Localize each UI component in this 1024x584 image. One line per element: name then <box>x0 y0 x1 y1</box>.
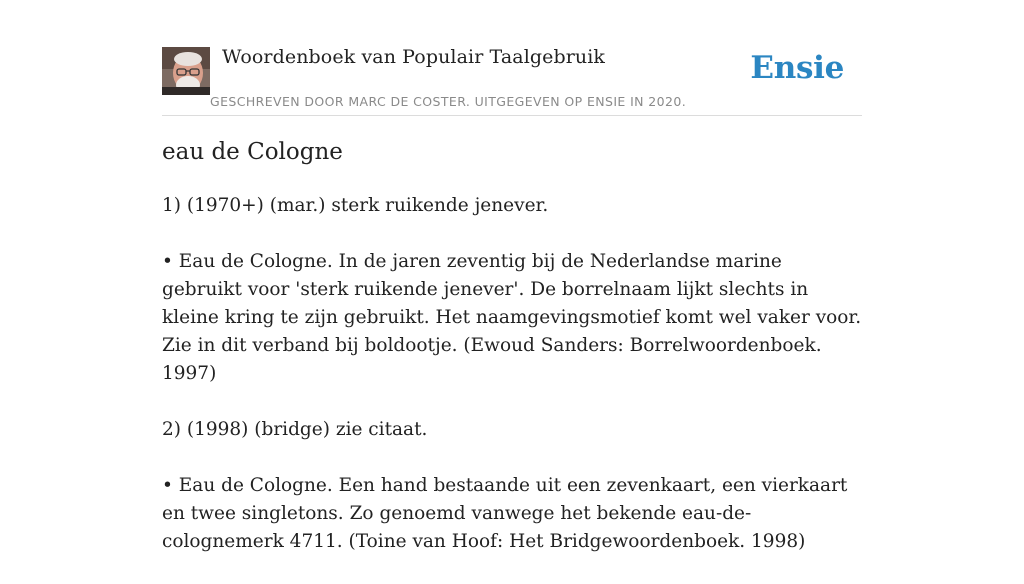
entry-paragraph: • Eau de Cologne. In de jaren zeventig bij de Nederlandse marine gebruikt voor 'sterk ruikende jenever'. De borrelnaam lijkt slechts in kleine kring te zijn gebruikt. Het naamgevingsmotief komt wel vaker voor. Zie in dit verband bij boldootje. (Ewoud Sanders: Borrelwoordenboek. 1997) <box>162 251 862 384</box>
entry-title: eau de Cologne <box>162 139 343 165</box>
page-content <box>162 0 862 552</box>
author-avatar[interactable] <box>162 47 210 95</box>
dictionary-title[interactable]: Woordenboek van Populair Taalgebruik <box>222 46 606 68</box>
author-portrait-icon <box>162 47 210 95</box>
entry-paragraph: 2) (1998) (bridge) zie citaat. <box>162 419 428 440</box>
author-byline: GESCHREVEN DOOR MARC DE COSTER. UITGEGEVEN OP ENSIE IN 2020. <box>210 94 687 109</box>
entry-body <box>162 192 862 584</box>
ensie-logo-link[interactable]: Ensie <box>750 50 844 86</box>
entry-paragraph: • Eau de Cologne. Een hand bestaande uit een zevenkaart, een vierkaart en twee singletons. Zo genoemd vanwege het bekende eau-de-colognemerk 4711. (Toine van Hoof: Het Bridgewoordenboek. 1998) <box>162 475 848 552</box>
entry-paragraph: 1) (1970+) (mar.) sterk ruikende jenever. <box>162 195 549 216</box>
page-header <box>162 0 862 116</box>
